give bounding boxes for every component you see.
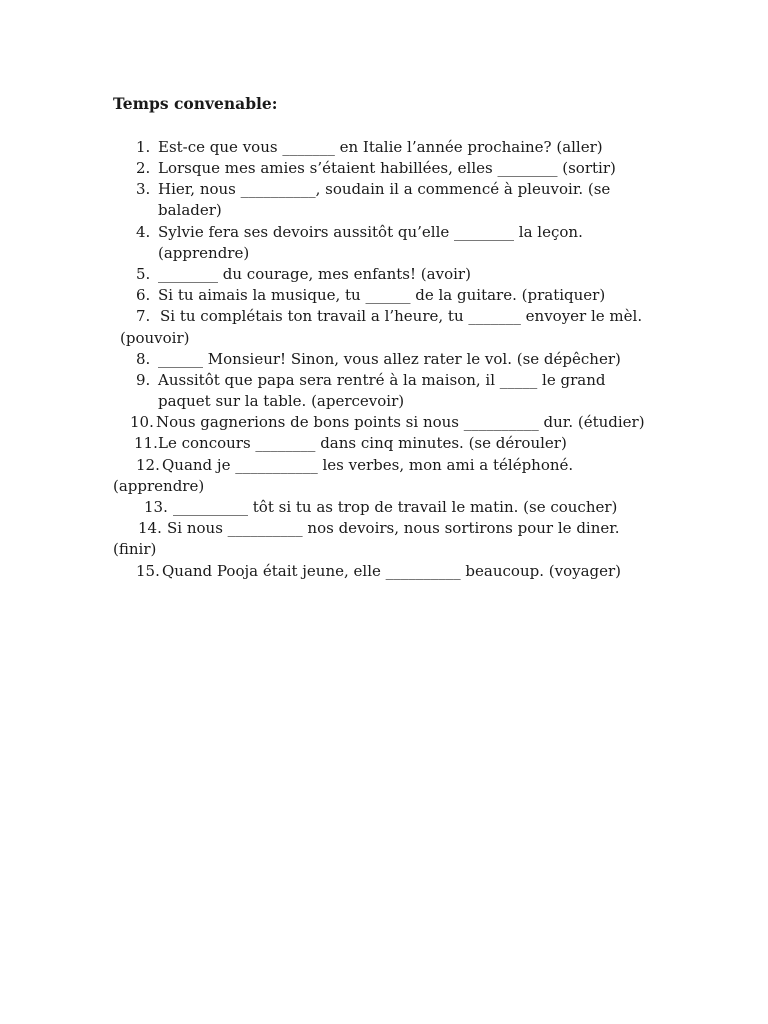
item-number: 6.	[136, 286, 151, 304]
item-number: 15.	[136, 562, 160, 580]
item-text: Sylvie fera ses devoirs aussitôt qu’elle ________ la leçon.	[158, 223, 583, 241]
item-number: 14.	[138, 519, 162, 537]
item-text: Quand je ___________ les verbes, mon ami a téléphoné.	[162, 456, 574, 474]
item-number: 13.	[144, 498, 168, 516]
item-number: 5.	[136, 265, 151, 283]
item-text: (finir)	[113, 540, 157, 558]
item-text: Si tu complétais ton travail a l’heure, tu _______ envoyer le mèl.	[160, 307, 643, 325]
item-text: Est-ce que vous _______ en Italie l’année prochaine? (aller)	[158, 138, 603, 156]
item-number: 7.	[136, 307, 151, 325]
item-text: Nous gagnerions de bons points si nous __________ dur. (étudier)	[156, 413, 645, 431]
item-number: 2.	[136, 159, 151, 177]
item-text: Si tu aimais la musique, tu ______ de la guitare. (pratiquer)	[158, 286, 606, 304]
item-text: __________ tôt si tu as trop de travail le matin. (se coucher)	[173, 498, 618, 516]
item-number: 3.	[136, 180, 151, 198]
item-number: 8.	[136, 350, 151, 368]
item-number: 4.	[136, 223, 151, 241]
item-text: ______ Monsieur! Sinon, vous allez rater le vol. (se dépêcher)	[158, 350, 621, 368]
item-text: Hier, nous __________, soudain il a commencé à pleuvoir. (se	[158, 180, 611, 198]
item-text: Lorsque mes amies s’étaient habillées, elles ________ (sortir)	[158, 159, 616, 177]
item-text: Le concours ________ dans cinq minutes. (se dérouler)	[158, 434, 567, 452]
item-text: ________ du courage, mes enfants! (avoir)	[158, 265, 471, 283]
item-text: (pouvoir)	[120, 329, 190, 347]
item-text: paquet sur la table. (apercevoir)	[158, 392, 405, 410]
item-text: (apprendre)	[113, 477, 205, 495]
item-number: 1.	[136, 138, 151, 156]
page-title: Temps convenable:	[113, 94, 278, 113]
item-number: 11.	[134, 434, 158, 452]
item-text: Si nous __________ nos devoirs, nous sortirons pour le diner.	[167, 519, 620, 537]
item-text: Aussitôt que papa sera rentré à la maison, il _____ le grand	[158, 371, 606, 389]
item-number: 12.	[136, 456, 160, 474]
item-number: 10.	[130, 413, 154, 431]
item-text: Quand Pooja était jeune, elle __________ beaucoup. (voyager)	[162, 562, 622, 580]
item-number: 9.	[136, 371, 151, 389]
item-text: balader)	[158, 201, 222, 219]
item-text: (apprendre)	[158, 244, 250, 262]
